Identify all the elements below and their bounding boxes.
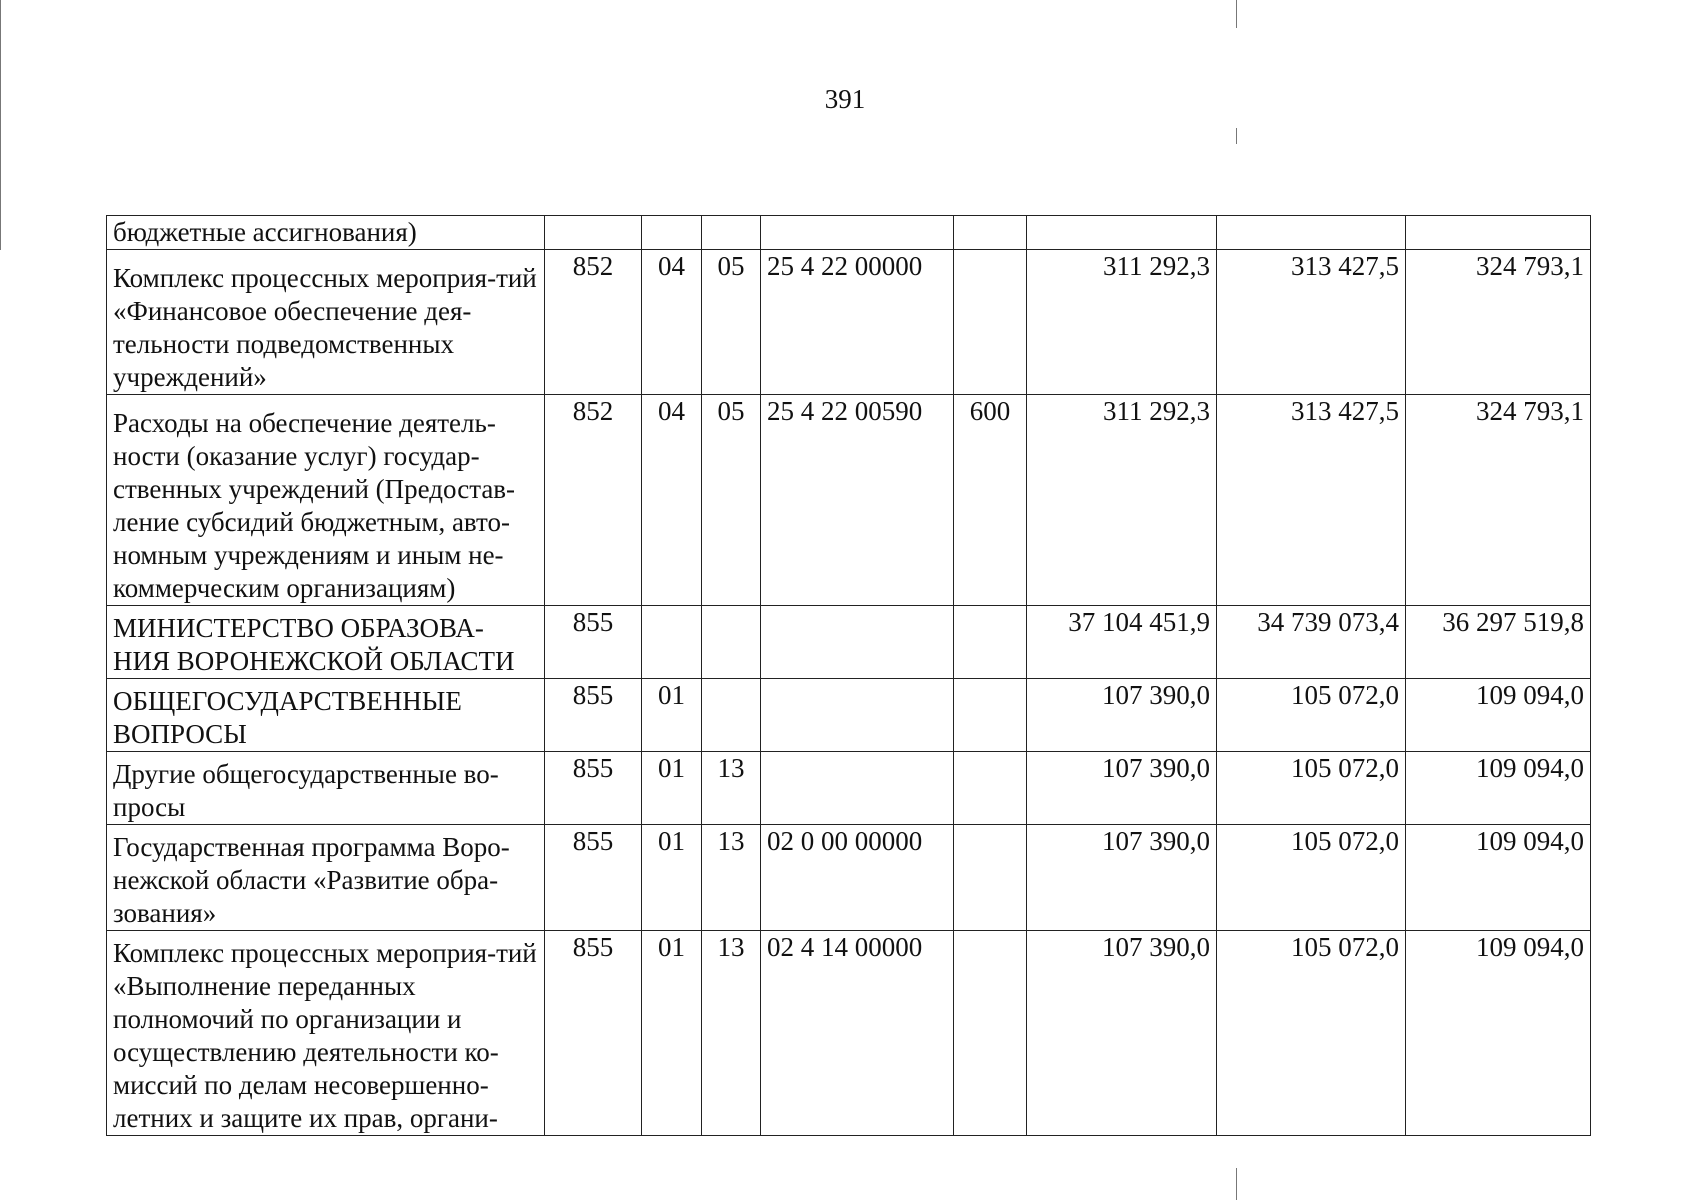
amount-year3: 109 094,0 [1406, 825, 1591, 931]
pr-cell: 05 [702, 250, 761, 395]
amount-year3: 109 094,0 [1406, 752, 1591, 825]
amount-year2: 105 072,0 [1217, 679, 1406, 752]
rz-cell: 04 [642, 395, 702, 606]
table-row [107, 752, 1591, 825]
row-name: Комплекс процессных мероприя-тий «Выполнение переданных полномочий по организации и осуществлению деятельности ко-миссий по делам несовершенно-летних и защите их прав, органи- [107, 931, 545, 1136]
pr-cell: 13 [702, 825, 761, 931]
amount-year1 [1027, 216, 1217, 250]
amount-year3: 109 094,0 [1406, 679, 1591, 752]
row-name: Другие общегосударственные во-просы [107, 752, 545, 825]
amount-year1: 107 390,0 [1027, 825, 1217, 931]
vr-cell [954, 752, 1027, 825]
grbs-cell: 855 [545, 825, 642, 931]
csr-cell: 02 0 00 00000 [761, 825, 954, 931]
scan-mark [1236, 0, 1237, 28]
pr-cell [702, 679, 761, 752]
row-name: Государственная программа Воро-нежской области «Развитие обра-зования» [107, 825, 545, 931]
rz-cell: 01 [642, 931, 702, 1136]
amount-year2: 105 072,0 [1217, 931, 1406, 1136]
amount-year3: 324 793,1 [1406, 250, 1591, 395]
table-row [107, 606, 1591, 679]
amount-year2: 313 427,5 [1217, 250, 1406, 395]
amount-year1: 311 292,3 [1027, 250, 1217, 395]
row-name: Расходы на обеспечение деятель-ности (оказание услуг) государ-ственных учреждений (Предостав-ление субсидий бюджетным, авто-номным учреждениям и иным не-коммерческим организациям) [107, 395, 545, 606]
grbs-cell: 855 [545, 679, 642, 752]
table-row [107, 679, 1591, 752]
page-number: 391 [824, 84, 866, 114]
amount-year3: 36 297 519,8 [1406, 606, 1591, 679]
amount-year2 [1217, 216, 1406, 250]
scan-mark [1236, 128, 1237, 144]
grbs-cell: 855 [545, 931, 642, 1136]
amount-year2: 34 739 073,4 [1217, 606, 1406, 679]
amount-year1: 107 390,0 [1027, 752, 1217, 825]
csr-cell: 02 4 14 00000 [761, 931, 954, 1136]
amount-year1: 311 292,3 [1027, 395, 1217, 606]
pr-cell [702, 606, 761, 679]
vr-cell [954, 606, 1027, 679]
vr-cell [954, 250, 1027, 395]
csr-cell [761, 752, 954, 825]
row-name: бюджетные ассигнования) [107, 216, 545, 250]
csr-cell [761, 679, 954, 752]
table-row [107, 250, 1591, 395]
grbs-cell: 855 [545, 606, 642, 679]
row-name: Комплекс процессных мероприя-тий «Финансовое обеспечение дея-тельности подведомственных учреждений» [107, 250, 545, 395]
amount-year1: 37 104 451,9 [1027, 606, 1217, 679]
amount-year1: 107 390,0 [1027, 931, 1217, 1136]
table-row [107, 395, 1591, 606]
vr-cell [954, 931, 1027, 1136]
rz-cell: 01 [642, 679, 702, 752]
grbs-cell: 852 [545, 250, 642, 395]
pr-cell: 13 [702, 931, 761, 1136]
grbs-cell: 852 [545, 395, 642, 606]
vr-cell [954, 825, 1027, 931]
amount-year3 [1406, 216, 1591, 250]
rz-cell [642, 606, 702, 679]
scan-mark [1236, 1168, 1237, 1200]
amount-year2: 313 427,5 [1217, 395, 1406, 606]
amount-year2: 105 072,0 [1217, 825, 1406, 931]
row-name: МИНИСТЕРСТВО ОБРАЗОВА-НИЯ ВОРОНЕЖСКОЙ ОБЛАСТИ [107, 606, 545, 679]
amount-year3: 324 793,1 [1406, 395, 1591, 606]
table-row [107, 825, 1591, 931]
rz-cell: 04 [642, 250, 702, 395]
pr-cell [702, 216, 761, 250]
vr-cell [954, 679, 1027, 752]
csr-cell [761, 606, 954, 679]
pr-cell: 13 [702, 752, 761, 825]
amount-year3: 109 094,0 [1406, 931, 1591, 1136]
rz-cell [642, 216, 702, 250]
vr-cell: 600 [954, 395, 1027, 606]
csr-cell: 25 4 22 00000 [761, 250, 954, 395]
grbs-cell: 855 [545, 752, 642, 825]
vr-cell [954, 216, 1027, 250]
table-row [107, 931, 1591, 1136]
csr-cell: 25 4 22 00590 [761, 395, 954, 606]
budget-table [106, 215, 1591, 1136]
rz-cell: 01 [642, 825, 702, 931]
csr-cell [761, 216, 954, 250]
scan-mark [0, 0, 1, 250]
row-name: ОБЩЕГОСУДАРСТВЕННЫЕ ВОПРОСЫ [107, 679, 545, 752]
rz-cell: 01 [642, 752, 702, 825]
grbs-cell [545, 216, 642, 250]
table-row [107, 216, 1591, 250]
amount-year1: 107 390,0 [1027, 679, 1217, 752]
pr-cell: 05 [702, 395, 761, 606]
amount-year2: 105 072,0 [1217, 752, 1406, 825]
